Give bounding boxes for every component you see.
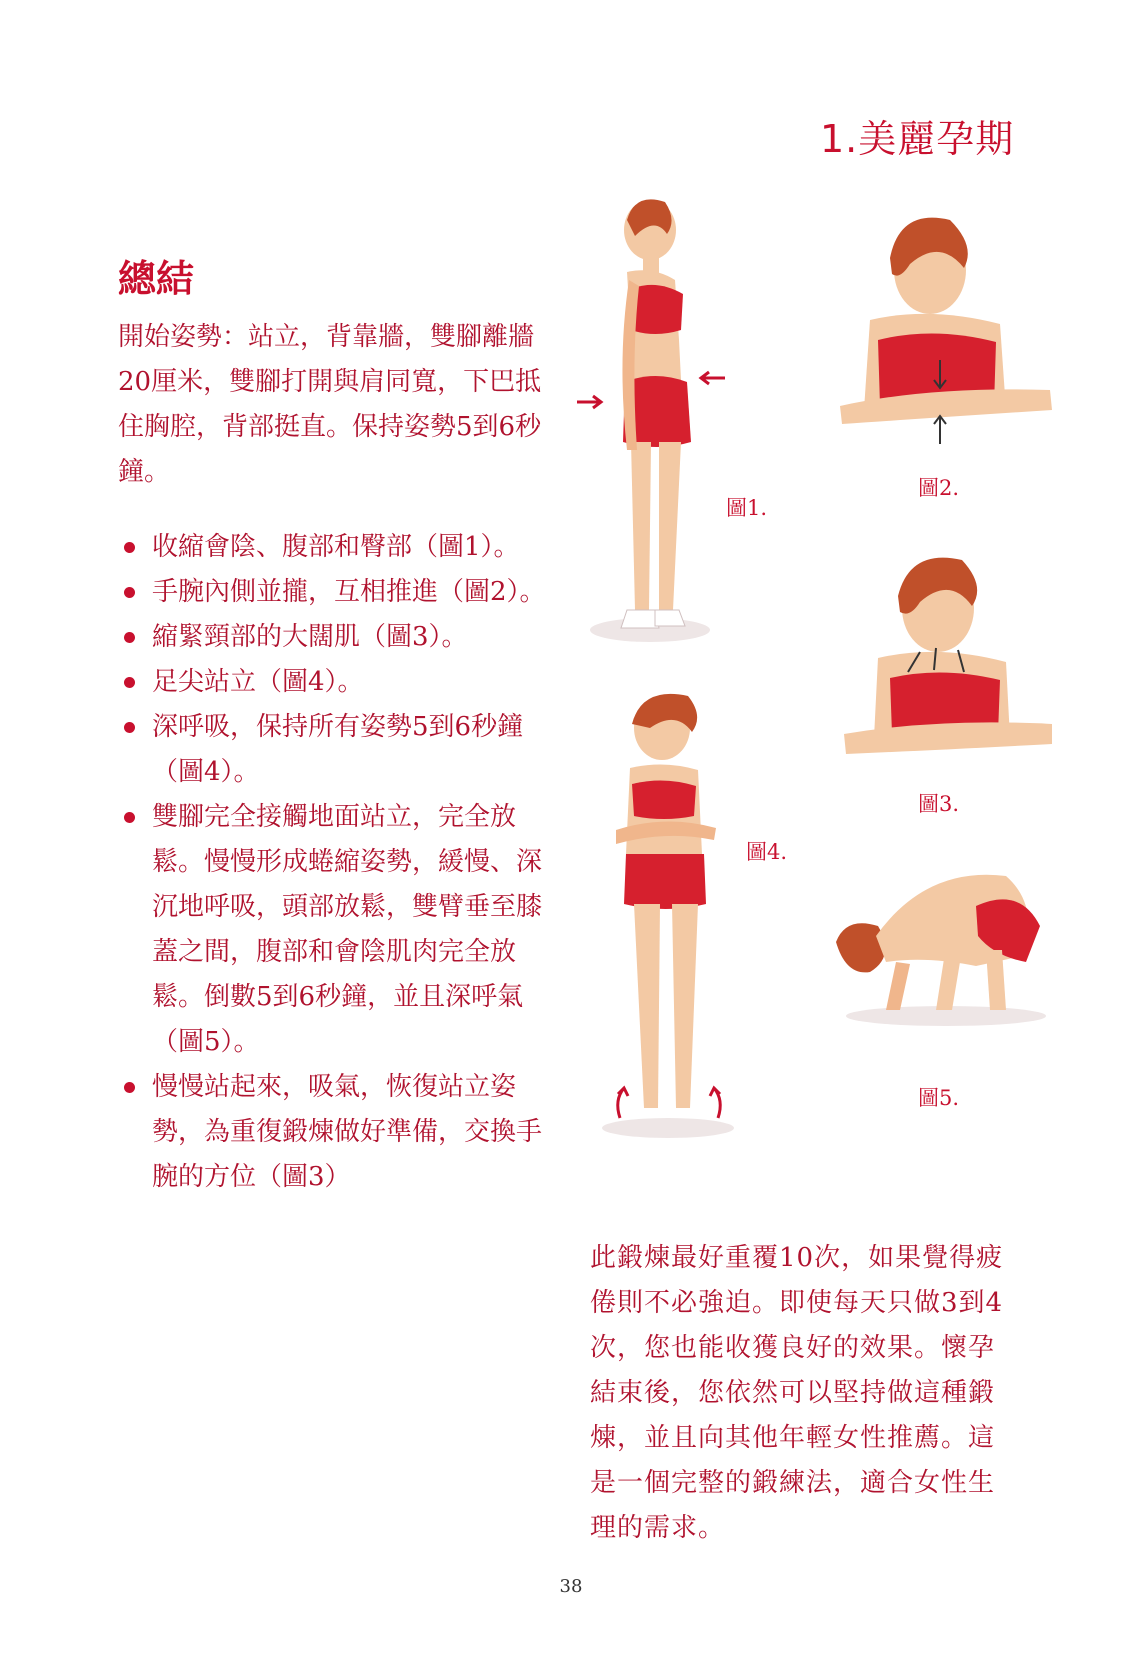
- bullet-icon: [124, 722, 135, 733]
- closing-paragraph: 此鍛煉最好重覆10次，如果覺得疲倦則不必強迫。即使每天只做3到4次，您也能收獲良好的效果。懷孕結束後，您依然可以堅持做這種鍛煉，並且向其他年輕女性推薦。這是一個完整的鍛練法，適合女性生理的需求。: [590, 1243, 1004, 1543]
- list-item-text: 深呼吸，保持所有姿勢5到6秒鐘（圖4）。: [152, 712, 524, 787]
- bullet-icon: [124, 587, 135, 598]
- list-item-text: 收縮會陰、腹部和臀部（圖1）。: [152, 532, 520, 562]
- bullet-icon: [124, 812, 135, 823]
- figure-3-label: 圖3.: [918, 792, 960, 816]
- figure-4-label: 圖4.: [746, 840, 788, 864]
- list-item: [120, 615, 560, 660]
- figure-1-label: 圖1.: [726, 496, 768, 520]
- figure-5-illustration: [826, 846, 1056, 1036]
- list-item: [120, 705, 560, 795]
- list-item: [120, 525, 560, 570]
- intro-paragraph: 開始姿勢：站立，背靠牆，雙腳離牆20厘米，雙腳打開與肩同寬，下巴抵住胸腔，背部挺直。保持姿勢5到6秒鐘。: [118, 322, 542, 487]
- list-item-text: 慢慢站起來，吸氣，恢復站立姿勢，為重復鍛煉做好準備，交換手腕的方位（圖3）: [152, 1072, 543, 1192]
- figure-4-illustration: [580, 688, 760, 1148]
- figure-3-illustration: [838, 552, 1058, 772]
- chapter-title: 1.美麗孕期: [820, 117, 1015, 161]
- figure-2-illustration: [830, 210, 1060, 450]
- figure-2-label: 圖2.: [918, 476, 960, 500]
- section-title: 總結: [118, 257, 195, 301]
- list-item: [120, 570, 560, 615]
- list-item-text: 足尖站立（圖4）。: [152, 667, 364, 697]
- bullet-icon: [124, 677, 135, 688]
- list-item: [120, 660, 560, 705]
- list-item-text: 雙腳完全接觸地面站立，完全放鬆。慢慢形成蜷縮姿勢，緩慢、深沉地呼吸，頭部放鬆，雙臂垂至膝蓋之間，腹部和會陰肌肉完全放鬆。倒數5到6秒鐘，並且深呼氣（圖5）。: [152, 802, 543, 1057]
- bullet-icon: [124, 542, 135, 553]
- list-item-text: 縮緊頸部的大闊肌（圖3）。: [152, 622, 468, 652]
- figure-5-label: 圖5.: [918, 1086, 960, 1110]
- list-item: [120, 795, 560, 1065]
- bullet-icon: [124, 1082, 135, 1093]
- bullet-icon: [124, 632, 135, 643]
- page-number: 38: [559, 1576, 583, 1597]
- bullet-list: [120, 525, 560, 1200]
- list-item-text: 手腕內側並攏，互相推進（圖2）。: [152, 577, 546, 607]
- figure-1-illustration: [575, 190, 735, 660]
- list-item: [120, 1065, 560, 1200]
